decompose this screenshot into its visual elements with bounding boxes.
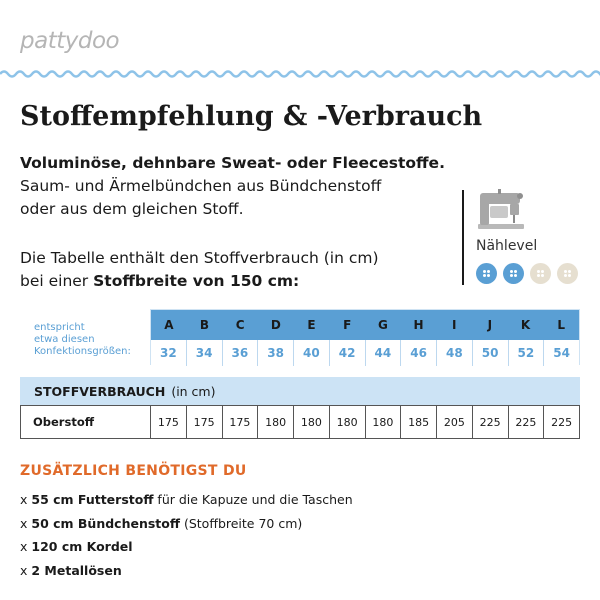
size-number: 40 — [294, 340, 330, 366]
size-number: 32 — [151, 340, 187, 366]
consumption-cell: 175 — [223, 406, 259, 438]
table-info-prefix: bei einer — [20, 272, 94, 290]
fabric-recommendation — [20, 152, 450, 221]
extras-item-detail: (Stoffbreite 70 cm) — [180, 515, 303, 531]
size-letter: H — [413, 318, 424, 332]
extras-item-detail: für die Kapuze und die Taschen — [153, 492, 353, 507]
pattydoo-logo[interactable]: pattydoo — [20, 28, 120, 54]
fabric-recommendation-line3: oder aus dem gleichen Stoff. — [20, 200, 244, 218]
extras-item-amount: 2 Metallösen — [31, 562, 122, 578]
page-title: Stoffempfehlung & -Verbrauch — [20, 101, 483, 132]
size-letter: G — [377, 318, 388, 332]
size-letter: E — [307, 318, 316, 332]
size-number: 34 — [187, 340, 223, 366]
button-icon — [476, 263, 497, 284]
extras-item-amount: 55 cm Futterstoff — [31, 492, 154, 507]
sewing-level-indicator — [476, 263, 578, 284]
consumption-header — [20, 377, 580, 405]
table-info — [20, 247, 379, 293]
sewing-machine-icon — [476, 188, 526, 230]
size-letter: I — [451, 318, 457, 332]
extras-item — [20, 488, 353, 512]
size-number: 48 — [437, 340, 473, 366]
extras-item-prefix: x — [20, 539, 32, 554]
size-number: 52 — [509, 340, 545, 366]
consumption-cell: 180 — [294, 406, 330, 438]
consumption-cell: 225 — [473, 406, 509, 438]
consumption-cell: 225 — [551, 415, 573, 429]
size-letter: L — [557, 318, 566, 332]
button-icon — [503, 263, 524, 284]
size-letter: K — [520, 318, 531, 332]
size-letter: A — [164, 318, 174, 332]
consumption-row-label: Oberstoff — [21, 406, 151, 438]
size-number: 42 — [330, 340, 366, 366]
consumption-cell: 180 — [258, 406, 294, 438]
consumption-cell: 225 — [509, 406, 545, 438]
consumption-cell: 175 — [187, 406, 223, 438]
size-label-line: entspricht — [34, 322, 85, 333]
sewing-level-label: Nählevel — [476, 238, 538, 254]
size-table — [150, 309, 580, 365]
consumption-cell: 175 — [151, 406, 187, 438]
extras-list — [20, 488, 353, 582]
consumption-cell: 205 — [437, 406, 473, 438]
size-number: 38 — [258, 340, 294, 366]
consumption-header-unit: (in cm) — [171, 383, 216, 399]
fabric-recommendation-line2: Saum- und Ärmelbündchen aus Bündchenstoff — [20, 177, 382, 195]
extras-item-prefix: x — [20, 515, 32, 531]
table-info-line1: Die Tabelle enthält den Stoffverbrauch (in cm) — [20, 249, 379, 267]
consumption-cell: 185 — [401, 406, 437, 438]
divider-line — [462, 190, 464, 285]
size-label — [34, 322, 131, 358]
size-letters-row — [151, 310, 579, 340]
size-number: 54 — [553, 346, 570, 360]
size-label-line: etwa diesen — [34, 334, 95, 345]
button-icon — [530, 263, 551, 284]
size-letter: J — [487, 318, 493, 332]
extras-item-prefix: x — [20, 492, 32, 507]
button-icon — [557, 263, 578, 284]
consumption-header-title: STOFFVERBRAUCH — [34, 383, 166, 399]
consumption-row — [20, 405, 580, 439]
size-number: 50 — [473, 340, 509, 366]
extras-item — [20, 559, 353, 583]
size-number: 44 — [366, 340, 402, 366]
wave-divider — [0, 66, 600, 82]
size-numbers-row — [151, 340, 579, 366]
fabric-width: Stoffbreite von 150 cm: — [93, 272, 300, 290]
size-number: 36 — [223, 340, 259, 366]
size-letter: D — [270, 318, 281, 332]
size-number: 46 — [401, 340, 437, 366]
size-letter: C — [235, 318, 245, 332]
extras-item — [20, 512, 353, 536]
extras-item-amount: 50 cm Bündchenstoff — [31, 515, 180, 531]
extras-item — [20, 535, 353, 559]
extras-item-amount: 120 cm Kordel — [31, 539, 133, 554]
consumption-cell: 180 — [330, 406, 366, 438]
extras-heading: ZUSÄTZLICH BENÖTIGST DU — [20, 463, 247, 479]
table-info-line2 — [20, 270, 379, 293]
size-letter: F — [343, 318, 352, 332]
consumption-cell: 180 — [366, 406, 402, 438]
extras-item-prefix: x — [20, 562, 32, 578]
size-letter: B — [199, 318, 210, 332]
fabric-recommendation-bold: Voluminöse, dehnbare Sweat- oder Fleecestoffe. — [20, 154, 445, 172]
size-label-line: Konfektionsgrößen: — [34, 346, 131, 357]
